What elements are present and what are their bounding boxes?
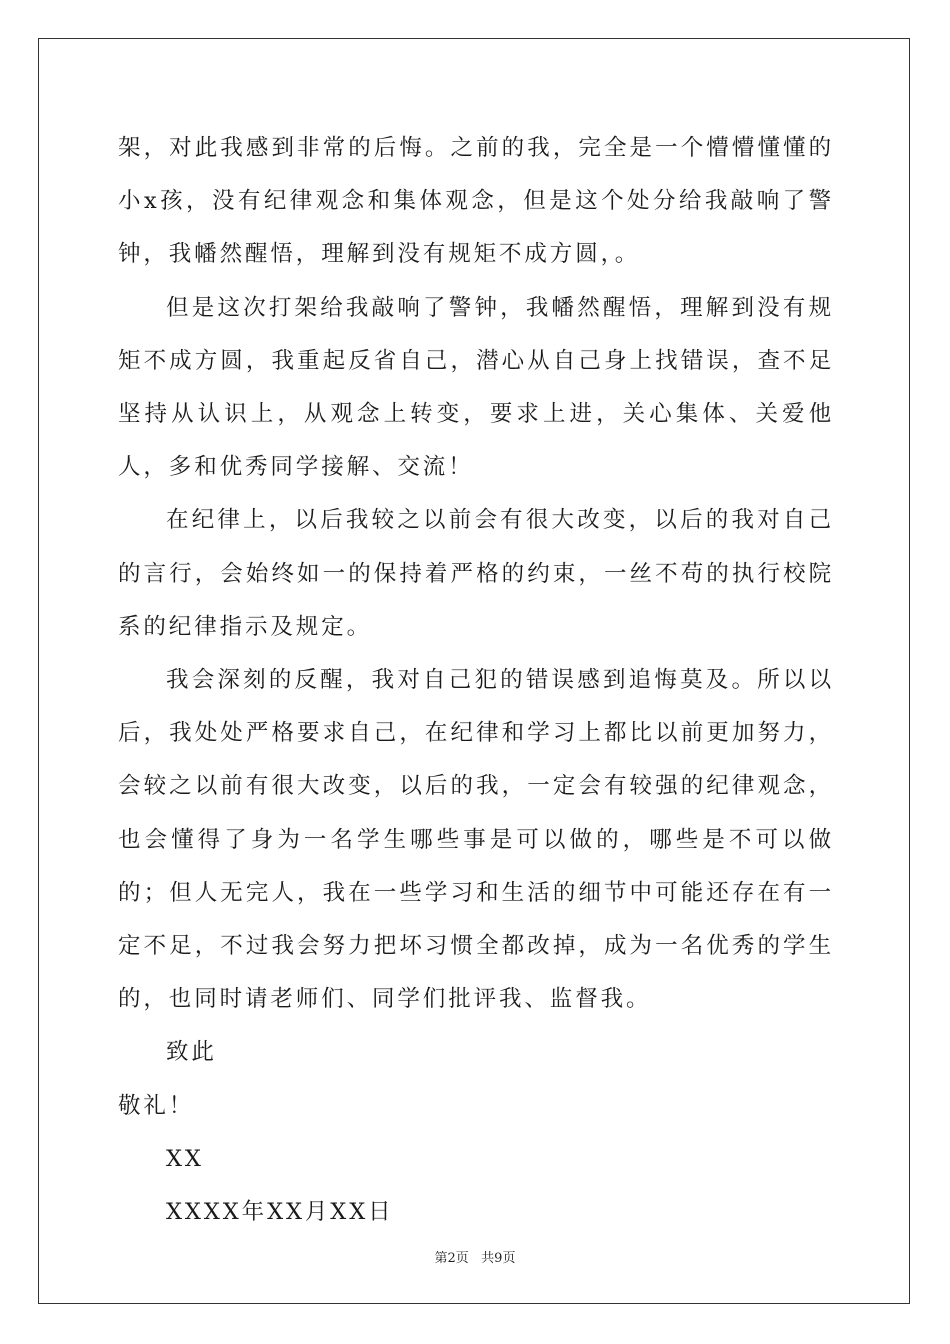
paragraph-1: 架，对此我感到非常的后悔。之前的我，完全是一个懵懵懂懂的小x孩，没有纪律观念和集体观念，但是这个处分给我敲响了警钟，我幡然醒悟，理解到没有规矩不成方圆，。 <box>118 135 834 268</box>
signature: XX <box>166 1145 204 1172</box>
document-body <box>118 122 834 1239</box>
paragraph-3: 在纪律上，以后我较之以前会有很大改变，以后的我对自己的言行，会始终如一的保持着严格的约束，一丝不苟的执行校院系的纪律指示及规定。 <box>118 507 834 640</box>
paragraph-2: 但是这次打架给我敲响了警钟，我幡然醒悟，理解到没有规矩不成方圆，我重起反省自己，潜心从自己身上找错误，查不足坚持从认识上，从观念上转变，要求上进，关心集体、关爱他人，多和优秀同学接解、交流！ <box>118 294 834 481</box>
closing-regards: 敬礼！ <box>118 1092 195 1119</box>
paragraph-4: 我会深刻的反醒，我对自己犯的错误感到追悔莫及。所以以后，我处处严格要求自己，在纪律和学习上都比以前更加努力，会较之以前有很大改变，以后的我，一定会有较强的纪律观念，也会懂得了身为一名学生哪些事是可以做的，哪些是不可以做的；但人无完人，我在一些学习和生活的细节中可能还存在有一定不足，不过我会努力把坏习惯全都改掉，成为一名优秀的学生的，也同时请老师们、同学们批评我、监督我。 <box>118 667 834 1013</box>
signature-date: XXXX年XX月XX日 <box>166 1199 394 1226</box>
closing-salutation: 致此 <box>166 1039 217 1066</box>
page-number: 第2页 共9页 <box>434 1251 516 1266</box>
